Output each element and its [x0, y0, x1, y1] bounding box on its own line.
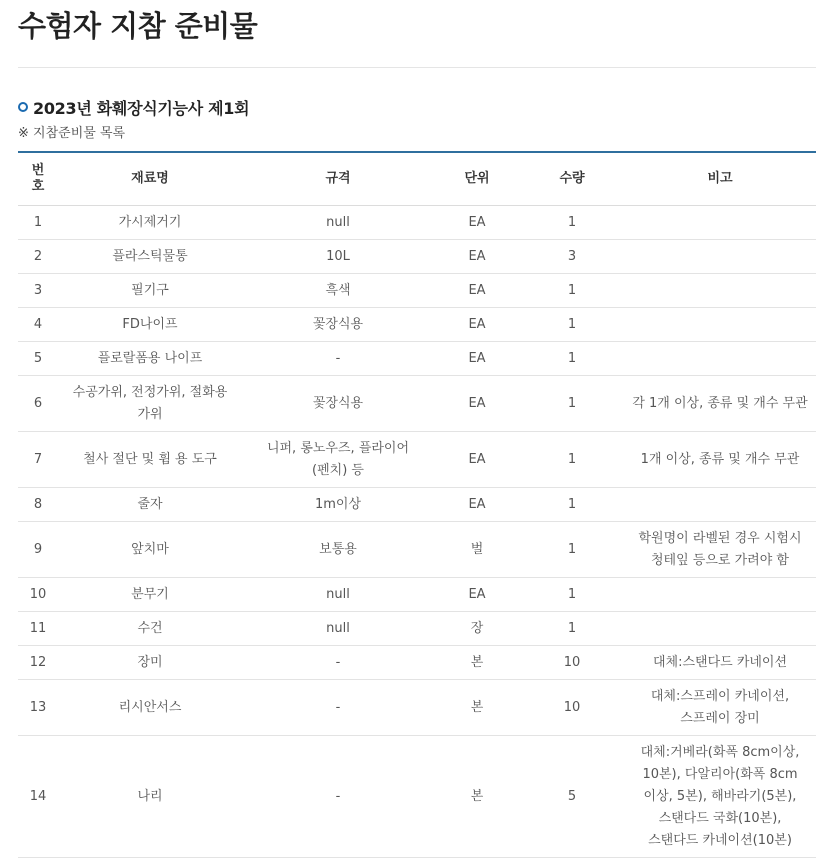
cell-note [624, 240, 816, 274]
cell-name: 철사 절단 및 휨 용 도구 [58, 432, 242, 488]
cell-qty: 10 [520, 680, 624, 736]
cell-unit: EA [434, 578, 520, 612]
exam-title: 2023년 화훼장식기능사 제1회 [33, 98, 250, 118]
cell-spec: null [242, 578, 434, 612]
cell-unit: EA [434, 376, 520, 432]
header-unit: 단위 [434, 152, 520, 206]
table-row [18, 206, 816, 240]
cell-note [624, 612, 816, 646]
cell-unit: 본 [434, 646, 520, 680]
cell-spec: null [242, 206, 434, 240]
cell-note [624, 578, 816, 612]
cell-name: FD나이프 [58, 308, 242, 342]
cell-note: 대체:스탠다드 카네이션 [624, 646, 816, 680]
header-spec: 규격 [242, 152, 434, 206]
cell-no: 10 [18, 578, 58, 612]
cell-unit: 벌 [434, 522, 520, 578]
circle-bullet-icon [18, 102, 28, 112]
cell-name: 리시안서스 [58, 680, 242, 736]
page-title: 수험자 지참 준비물 [18, 9, 258, 43]
title-divider [18, 67, 816, 68]
list-caption: ※ 지참준비물 목록 [18, 126, 126, 141]
table-row [18, 432, 816, 488]
cell-unit: 본 [434, 736, 520, 858]
cell-no: 12 [18, 646, 58, 680]
table-row [18, 488, 816, 522]
cell-no: 4 [18, 308, 58, 342]
table-row [18, 274, 816, 308]
cell-name: 가시제거기 [58, 206, 242, 240]
cell-name: 줄자 [58, 488, 242, 522]
header-name: 재료명 [58, 152, 242, 206]
cell-no: 5 [18, 342, 58, 376]
cell-note: 대체:거베라(화폭 8cm이상, 10본), 다알리아(화폭 8cm 이상, 5본), 해바라기(5본), 스탠다드 국화(10본), 스탠다드 카네이션(10본) [624, 736, 816, 858]
cell-qty: 1 [520, 342, 624, 376]
table-row [18, 376, 816, 432]
cell-unit: EA [434, 240, 520, 274]
cell-no: 8 [18, 488, 58, 522]
header-qty: 수량 [520, 152, 624, 206]
cell-no: 2 [18, 240, 58, 274]
cell-qty: 1 [520, 612, 624, 646]
cell-qty: 1 [520, 522, 624, 578]
cell-spec: - [242, 680, 434, 736]
cell-no: 9 [18, 522, 58, 578]
table-row [18, 680, 816, 736]
cell-qty: 5 [520, 736, 624, 858]
cell-no: 11 [18, 612, 58, 646]
cell-spec: 10L [242, 240, 434, 274]
cell-name: 나리 [58, 736, 242, 858]
cell-name: 수공가위, 전정가위, 절화용 가위 [58, 376, 242, 432]
cell-qty: 10 [520, 646, 624, 680]
cell-qty: 1 [520, 308, 624, 342]
cell-qty: 3 [520, 240, 624, 274]
cell-spec: null [242, 612, 434, 646]
cell-no: 3 [18, 274, 58, 308]
header-note: 비고 [624, 152, 816, 206]
cell-spec: 꽃장식용 [242, 376, 434, 432]
cell-note [624, 206, 816, 240]
table-row [18, 646, 816, 680]
cell-qty: 1 [520, 488, 624, 522]
table-header-row [18, 152, 816, 206]
cell-note [624, 342, 816, 376]
cell-note [624, 488, 816, 522]
cell-no: 1 [18, 206, 58, 240]
materials-table [18, 151, 816, 858]
cell-note [624, 308, 816, 342]
cell-no: 14 [18, 736, 58, 858]
cell-spec: 흑색 [242, 274, 434, 308]
cell-spec: 보통용 [242, 522, 434, 578]
cell-no: 7 [18, 432, 58, 488]
cell-no: 6 [18, 376, 58, 432]
cell-qty: 1 [520, 432, 624, 488]
cell-no: 13 [18, 680, 58, 736]
table-row [18, 522, 816, 578]
cell-qty: 1 [520, 578, 624, 612]
table-row [18, 342, 816, 376]
cell-qty: 1 [520, 274, 624, 308]
cell-note: 학원명이 라벨된 경우 시험시 청테잎 등으로 가려야 함 [624, 522, 816, 578]
cell-spec: - [242, 342, 434, 376]
header-no [18, 152, 58, 206]
cell-name: 플라스틱물통 [58, 240, 242, 274]
cell-name: 앞치마 [58, 522, 242, 578]
cell-unit: EA [434, 274, 520, 308]
cell-unit: EA [434, 488, 520, 522]
cell-spec: 꽃장식용 [242, 308, 434, 342]
cell-name: 분무기 [58, 578, 242, 612]
table-row [18, 578, 816, 612]
cell-unit: EA [434, 342, 520, 376]
table-row [18, 308, 816, 342]
table-row [18, 612, 816, 646]
cell-note [624, 274, 816, 308]
cell-spec: - [242, 646, 434, 680]
cell-qty: 1 [520, 376, 624, 432]
cell-name: 수건 [58, 612, 242, 646]
cell-name: 플로랄폼용 나이프 [58, 342, 242, 376]
cell-note: 각 1개 이상, 종류 및 개수 무관 [624, 376, 816, 432]
cell-unit: EA [434, 206, 520, 240]
cell-unit: 본 [434, 680, 520, 736]
cell-name: 장미 [58, 646, 242, 680]
cell-name: 필기구 [58, 274, 242, 308]
table-row [18, 736, 816, 858]
table-row [18, 240, 816, 274]
cell-unit: EA [434, 432, 520, 488]
cell-qty: 1 [520, 206, 624, 240]
section-heading [18, 95, 816, 119]
cell-unit: 장 [434, 612, 520, 646]
cell-spec: 니퍼, 롱노우즈, 플라이어(펜치) 등 [242, 432, 434, 488]
cell-spec: 1m이상 [242, 488, 434, 522]
header-no-label: 번호 [31, 163, 45, 194]
cell-note: 1개 이상, 종류 및 개수 무관 [624, 432, 816, 488]
cell-unit: EA [434, 308, 520, 342]
cell-note: 대체:스프레이 카네이션, 스프레이 장미 [624, 680, 816, 736]
cell-spec: - [242, 736, 434, 858]
